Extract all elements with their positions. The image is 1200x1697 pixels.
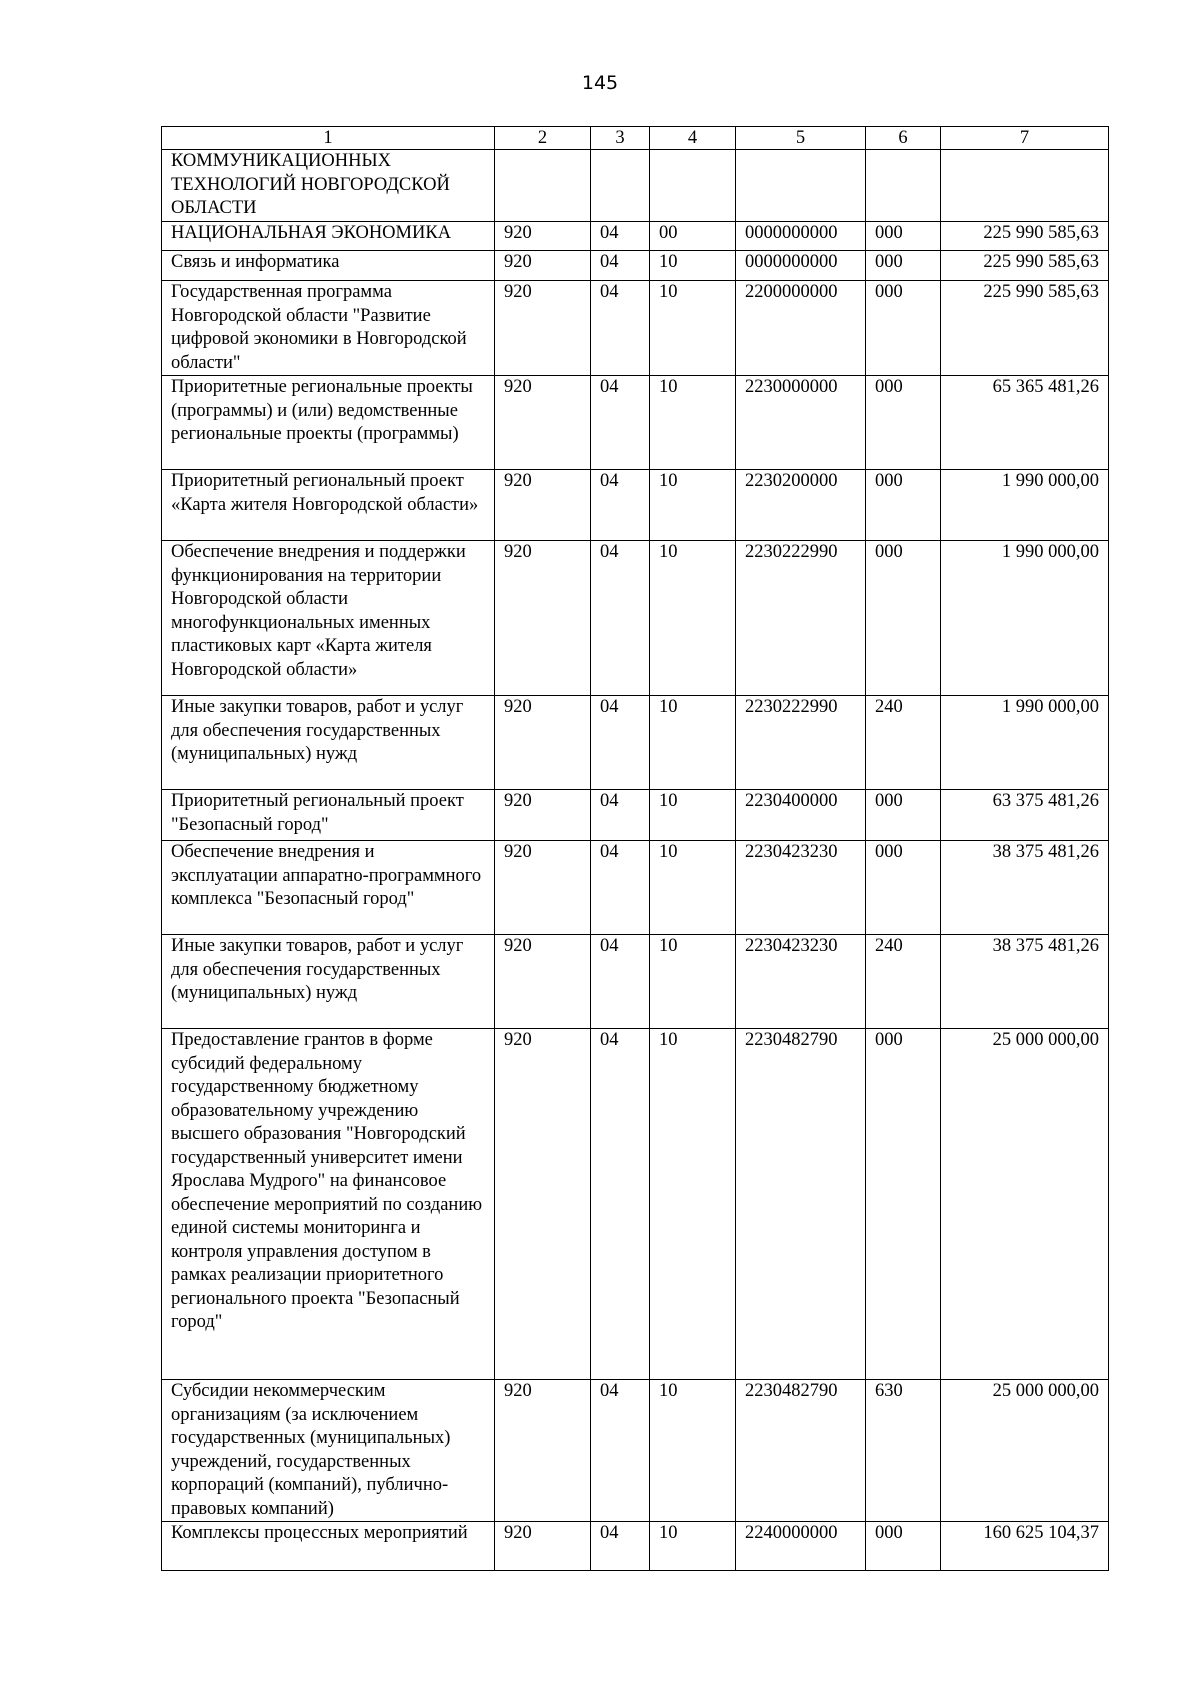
cell-pr: 10 [650, 281, 736, 376]
table-row [162, 1522, 1109, 1571]
row-name: Обеспечение внедрения и поддержки функционирования на территории Новгородской области многофункциональных именных пластиковых карт «Карта жителя Новгородской области» [162, 541, 495, 696]
cell-rz: 04 [591, 1029, 650, 1380]
cell-pr: 10 [650, 1522, 736, 1571]
table-row [162, 150, 1109, 222]
cell-sum: 225 990 585,63 [941, 281, 1109, 376]
cell-ved: 920 [495, 470, 591, 541]
cell-csr [736, 150, 866, 222]
table-row [162, 251, 1109, 281]
cell-vr: 240 [866, 935, 941, 1029]
cell-ved: 920 [495, 841, 591, 935]
cell-csr: 0000000000 [736, 251, 866, 281]
cell-sum: 1 990 000,00 [941, 696, 1109, 790]
cell-ved: 920 [495, 935, 591, 1029]
row-name: Связь и информатика [162, 251, 495, 281]
cell-csr: 2240000000 [736, 1522, 866, 1571]
cell-vr: 000 [866, 541, 941, 696]
table-row [162, 376, 1109, 470]
cell-sum: 225 990 585,63 [941, 251, 1109, 281]
cell-rz [591, 150, 650, 222]
cell-ved: 920 [495, 251, 591, 281]
row-name: Комплексы процессных мероприятий [162, 1522, 495, 1571]
header-cell: 3 [591, 127, 650, 150]
row-name: Государственная программа Новгородской области "Развитие цифровой экономики в Новгородской области" [162, 281, 495, 376]
cell-vr: 630 [866, 1380, 941, 1522]
cell-pr: 10 [650, 251, 736, 281]
cell-pr: 10 [650, 470, 736, 541]
table-row [162, 1029, 1109, 1380]
cell-pr: 00 [650, 222, 736, 251]
cell-csr: 2230482790 [736, 1380, 866, 1522]
table-row [162, 470, 1109, 541]
cell-ved: 920 [495, 1380, 591, 1522]
table-row [162, 222, 1109, 251]
row-name: Субсидии некоммерческим организациям (за исключением государственных (муниципальных) учреждений, государственных корпораций (компаний), публично-правовых компаний) [162, 1380, 495, 1522]
cell-pr: 10 [650, 1029, 736, 1380]
cell-vr [866, 150, 941, 222]
cell-sum: 225 990 585,63 [941, 222, 1109, 251]
row-name: Приоритетный региональный проект "Безопасный город" [162, 790, 495, 841]
cell-csr: 2230222990 [736, 696, 866, 790]
cell-rz: 04 [591, 790, 650, 841]
cell-csr: 2230423230 [736, 935, 866, 1029]
cell-rz: 04 [591, 935, 650, 1029]
header-cell: 2 [495, 127, 591, 150]
cell-pr: 10 [650, 541, 736, 696]
cell-csr: 2230000000 [736, 376, 866, 470]
cell-ved: 920 [495, 790, 591, 841]
cell-sum: 25 000 000,00 [941, 1380, 1109, 1522]
cell-rz: 04 [591, 841, 650, 935]
page-number: 145 [581, 72, 619, 94]
header-cell: 7 [941, 127, 1109, 150]
cell-sum: 65 365 481,26 [941, 376, 1109, 470]
header-cell: 6 [866, 127, 941, 150]
cell-vr: 000 [866, 376, 941, 470]
budget-table [161, 126, 1109, 1571]
row-name: Предоставление грантов в форме субсидий федеральному государственному бюджетному образовательному учреждению высшего образования "Новгородский государственный университет имени Ярослава Мудрого" на финансовое обеспечение мероприятий по созданию единой системы мониторинга и контроля управления доступом в рамках реализации приоритетного регионального проекта "Безопасный город" [162, 1029, 495, 1380]
table-row [162, 1380, 1109, 1522]
cell-vr: 000 [866, 222, 941, 251]
cell-vr: 000 [866, 1029, 941, 1380]
cell-csr: 2230400000 [736, 790, 866, 841]
cell-rz: 04 [591, 696, 650, 790]
cell-csr: 2200000000 [736, 281, 866, 376]
cell-vr: 000 [866, 470, 941, 541]
cell-vr: 000 [866, 251, 941, 281]
cell-rz: 04 [591, 470, 650, 541]
table-row [162, 281, 1109, 376]
table-row [162, 935, 1109, 1029]
header-cell: 5 [736, 127, 866, 150]
cell-ved: 920 [495, 1522, 591, 1571]
cell-sum: 1 990 000,00 [941, 541, 1109, 696]
cell-ved: 920 [495, 1029, 591, 1380]
cell-pr [650, 150, 736, 222]
header-cell: 1 [162, 127, 495, 150]
table-row [162, 541, 1109, 696]
cell-rz: 04 [591, 1380, 650, 1522]
cell-rz: 04 [591, 251, 650, 281]
cell-csr: 2230222990 [736, 541, 866, 696]
table-row [162, 696, 1109, 790]
table-header-row [162, 127, 1109, 150]
cell-sum: 38 375 481,26 [941, 935, 1109, 1029]
cell-rz: 04 [591, 281, 650, 376]
cell-sum [941, 150, 1109, 222]
cell-vr: 000 [866, 1522, 941, 1571]
cell-vr: 240 [866, 696, 941, 790]
cell-sum: 25 000 000,00 [941, 1029, 1109, 1380]
cell-ved: 920 [495, 541, 591, 696]
row-name: Приоритетные региональные проекты (программы) и (или) ведомственные региональные проекты (программы) [162, 376, 495, 470]
cell-pr: 10 [650, 1380, 736, 1522]
cell-sum: 1 990 000,00 [941, 470, 1109, 541]
cell-sum: 63 375 481,26 [941, 790, 1109, 841]
cell-pr: 10 [650, 841, 736, 935]
cell-ved: 920 [495, 376, 591, 470]
cell-ved: 920 [495, 696, 591, 790]
cell-rz: 04 [591, 1522, 650, 1571]
cell-csr: 2230482790 [736, 1029, 866, 1380]
cell-rz: 04 [591, 376, 650, 470]
table-row [162, 790, 1109, 841]
cell-vr: 000 [866, 281, 941, 376]
table-row [162, 841, 1109, 935]
cell-rz: 04 [591, 541, 650, 696]
cell-sum: 160 625 104,37 [941, 1522, 1109, 1571]
cell-ved: 920 [495, 281, 591, 376]
row-name: Иные закупки товаров, работ и услуг для обеспечения государственных (муниципальных) нужд [162, 935, 495, 1029]
header-cell: 4 [650, 127, 736, 150]
cell-ved [495, 150, 591, 222]
cell-csr: 0000000000 [736, 222, 866, 251]
cell-pr: 10 [650, 935, 736, 1029]
cell-sum: 38 375 481,26 [941, 841, 1109, 935]
row-name: НАЦИОНАЛЬНАЯ ЭКОНОМИКА [162, 222, 495, 251]
cell-ved: 920 [495, 222, 591, 251]
row-name: КОММУНИКАЦИОННЫХ ТЕХНОЛОГИЙ НОВГОРОДСКОЙ ОБЛАСТИ [162, 150, 495, 222]
row-name: Обеспечение внедрения и эксплуатации аппаратно-программного комплекса "Безопасный город" [162, 841, 495, 935]
cell-csr: 2230423230 [736, 841, 866, 935]
cell-csr: 2230200000 [736, 470, 866, 541]
cell-vr: 000 [866, 841, 941, 935]
row-name: Иные закупки товаров, работ и услуг для обеспечения государственных (муниципальных) нужд [162, 696, 495, 790]
cell-rz: 04 [591, 222, 650, 251]
cell-pr: 10 [650, 790, 736, 841]
row-name: Приоритетный региональный проект «Карта жителя Новгородской области» [162, 470, 495, 541]
cell-pr: 10 [650, 376, 736, 470]
cell-vr: 000 [866, 790, 941, 841]
cell-pr: 10 [650, 696, 736, 790]
